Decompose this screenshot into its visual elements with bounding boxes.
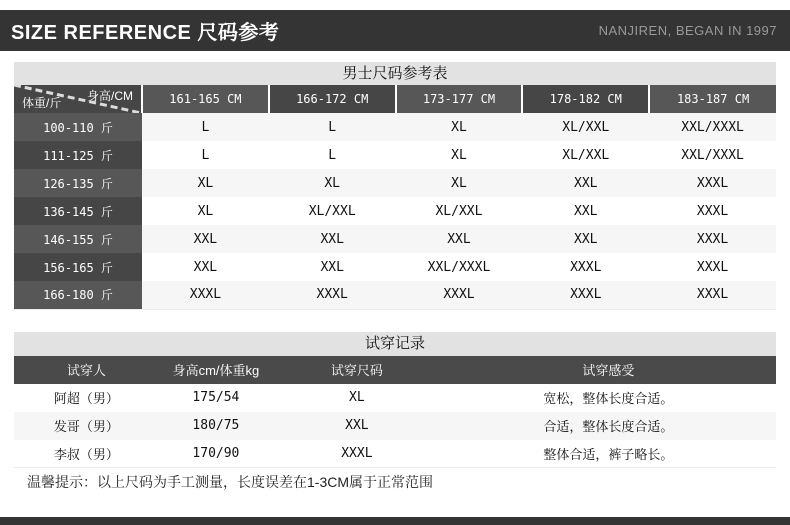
size-cell: XL/XXL: [435, 203, 483, 219]
size-cell: XXL: [522, 225, 649, 253]
height-column-header: 183-187 CM: [649, 85, 776, 113]
size-reference-section: [14, 62, 776, 310]
fitting-column-header: 试穿尺码: [273, 356, 441, 384]
size-cell: XXXL: [522, 281, 649, 309]
size-cell: XXXL: [269, 281, 396, 309]
page-header: [0, 10, 790, 51]
weight-row-label: 100-110 斤: [14, 113, 142, 141]
size-cell: XL: [451, 147, 467, 163]
height-column-header: 161-165 CM: [142, 85, 269, 113]
fitting-table-header-row: [14, 356, 776, 384]
size-table-row: [14, 169, 776, 197]
fitting-table-row: [14, 384, 776, 412]
size-cell: XXL: [269, 225, 396, 253]
weight-row-label: 126-135 斤: [14, 169, 142, 197]
size-table-row: [14, 253, 776, 281]
fitting-table-row: [14, 440, 776, 468]
size-table-header-row: [14, 85, 776, 113]
corner-weight-label: 体重/斤: [22, 96, 62, 110]
fitter-stats: 175/54: [192, 390, 240, 405]
fit-feedback: 合适，整体长度合适。: [441, 412, 776, 440]
size-cell: XXXL: [396, 281, 523, 309]
fitted-size: XXXL: [341, 445, 373, 461]
size-cell: XXL/XXXL: [427, 259, 491, 275]
size-cell: XL/XXL: [522, 113, 649, 141]
size-cell: XXL: [522, 169, 649, 197]
fitter-stats: 180/75: [159, 412, 273, 440]
fitter-name: 李叔（男）: [53, 446, 119, 462]
size-cell: XXXL: [649, 281, 776, 309]
fit-feedback: 整体合适，裤子略长。: [543, 446, 674, 462]
size-cell: XXXL: [649, 225, 776, 253]
fitted-size: XL: [349, 390, 365, 405]
brand-tagline: NANJIREN, BEGAN IN 1997: [598, 23, 777, 38]
fitting-table-title: 试穿记录: [14, 332, 776, 356]
fitting-column-header: 试穿人: [14, 356, 159, 384]
size-cell: XL: [269, 169, 396, 197]
size-cell: XXL: [396, 225, 523, 253]
size-reference-table: [14, 85, 776, 310]
fitter-name: 阿超（男）: [53, 391, 119, 406]
size-cell: XXXL: [649, 169, 776, 197]
fitting-column-header: 身高cm/体重kg: [159, 356, 273, 384]
size-table-row: [14, 197, 776, 225]
height-column-header: 173-177 CM: [396, 85, 523, 113]
size-cell: XL: [142, 169, 269, 197]
size-cell: XXL: [193, 259, 218, 275]
size-cell: XXL/XXXL: [649, 113, 776, 141]
size-cell: XXXL: [696, 203, 729, 219]
weight-row-label: 146-155 斤: [14, 225, 142, 253]
size-table-row: [14, 281, 776, 309]
size-cell: L: [142, 113, 269, 141]
size-cell: XXL: [142, 225, 269, 253]
size-cell: XL: [396, 113, 523, 141]
weight-row-label: 136-145 斤: [14, 197, 142, 225]
size-cell: XXL: [574, 203, 598, 219]
weight-row-label: 111-125 斤: [14, 141, 142, 169]
size-cell: L: [269, 113, 396, 141]
size-cell: L: [328, 147, 337, 163]
height-column-header: 178-182 CM: [522, 85, 649, 113]
size-cell: L: [201, 147, 210, 163]
corner-height-label: 身高/CM: [87, 89, 134, 103]
height-column-header: 166-172 CM: [269, 85, 396, 113]
size-table-title: 男士尺码参考表: [14, 62, 776, 85]
size-table-row: [14, 141, 776, 169]
size-table-row: [14, 225, 776, 253]
size-cell: XXXL: [142, 281, 269, 309]
fitting-column-header: 试穿感受: [441, 356, 776, 384]
bottom-divider-bar: [0, 517, 790, 525]
size-cell: XL/XXL: [562, 147, 610, 163]
fitter-stats: 170/90: [192, 445, 240, 461]
size-cell: XXXL: [570, 259, 602, 275]
corner-cell: [14, 85, 142, 113]
fitting-record-section: [14, 332, 776, 469]
fitted-size: XXL: [273, 412, 441, 440]
fitter-name: 发哥（男）: [14, 412, 159, 440]
size-cell: XL: [396, 169, 523, 197]
weight-row-label: 166-180 斤: [14, 281, 142, 309]
fitting-record-table: [14, 356, 776, 469]
fitting-table-row: [14, 412, 776, 440]
measurement-disclaimer: 温馨提示：以上尺码为手工测量，长度误差在1-3CM属于正常范围: [27, 474, 434, 490]
size-cell: XXL/XXXL: [681, 147, 744, 163]
weight-row-label: 156-165 斤: [14, 253, 142, 281]
size-table-row: [14, 113, 776, 141]
size-cell: XL: [197, 203, 214, 219]
size-cell: XXL: [320, 259, 344, 275]
size-cell: XL/XXL: [308, 203, 356, 219]
size-cell: XXXL: [696, 259, 729, 275]
fit-feedback: 宽松，整体长度合适。: [543, 391, 674, 406]
page-title: SIZE REFERENCE 尺码参考: [11, 22, 280, 44]
